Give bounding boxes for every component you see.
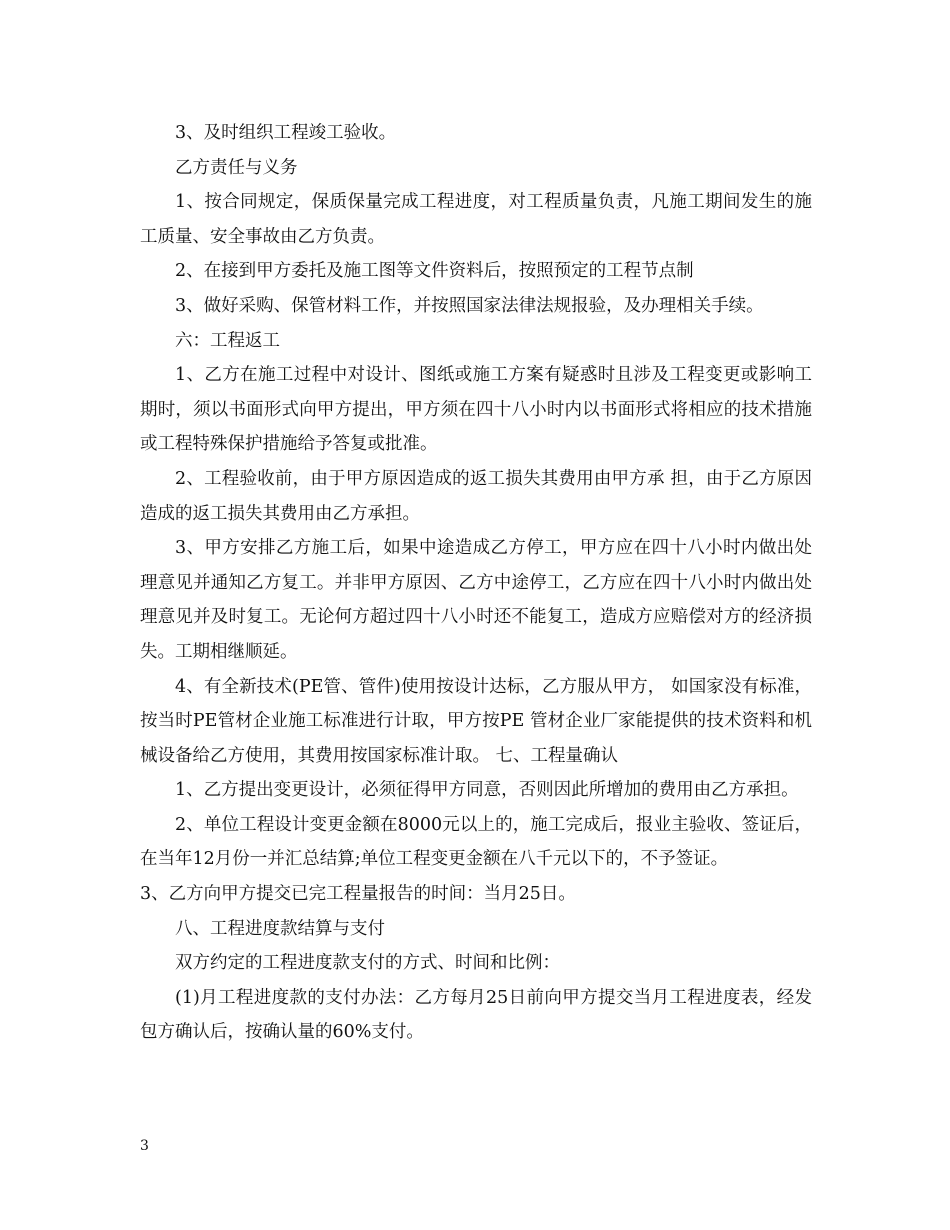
paragraph: 1、乙方在施工过程中对设计、图纸或施工方案有疑惑时且涉及工程变更或影响工期时，须以书面形式向甲方提出，甲方须在四十八小时内以书面形式将相应的技术措施或工程特殊保护措施给予答复或批准。 (140, 365, 812, 455)
paragraph: 3、做好采购、保管材料工作，并按照国家法律法规报验，及办理相关手续。 (175, 295, 764, 316)
paragraph: 1、按合同规定，保质保量完成工程进度，对工程质量负责，凡施工期间发生的施工质量、安全事故由乙方负责。 (140, 192, 812, 247)
document-body (140, 116, 812, 1050)
paragraph: 2、在接到甲方委托及施工图等文件资料后，按照预定的工程节点制 (175, 261, 694, 282)
paragraph: 3、甲方安排乙方施工后，如果中途造成乙方停工，甲方应在四十八小时内做出处理意见并通知乙方复工。并非甲方原因、乙方中途停工，乙方应在四十八小时内做出处理意见并及时复工。无论何方超过四十八小时还不能复工，造成方应赔偿对方的经济损失。工期相继顺延。 (140, 538, 812, 662)
section-heading: 乙方责任与义务 (175, 157, 298, 178)
paragraph: 1、乙方提出变更设计，必须征得甲方同意，否则因此所增加的费用由乙方承担。 (175, 780, 799, 801)
paragraph: (1)月工程进度款的支付办法：乙方每月25日前向甲方提交当月工程进度表，经发包方确认后，按确认量的60%支付。 (140, 987, 812, 1043)
page-number: 3 (140, 1138, 149, 1154)
paragraph: 2、工程验收前，由于甲方原因造成的返工损失其费用由甲方承 担，由于乙方原因造成的返工损失其费用由乙方承担。 (140, 468, 812, 524)
paragraph: 4、有全新技术(PE管、管件)使用按设计达标，乙方服从甲方， 如国家没有标准，按当时PE管材企业施工标准进行计取，甲方按PE 管材企业厂家能提供的技术资料和机械设备给乙方使用，其费用按国家标准计取。 七、工程量确认 (140, 676, 812, 766)
paragraph: 双方约定的工程进度款支付的方式、时间和比例： (175, 953, 560, 974)
paragraph: 3、及时组织工程竣工验收。 (175, 123, 397, 143)
paragraph: 2、单位工程设计变更金额在8000元以上的，施工完成后，报业主验收、签证后，在当年12月份一并汇总结算;单位工程变更金额在八千元以下的，不予签证。 (140, 814, 812, 870)
section-heading: 六：工程返工 (175, 330, 280, 351)
section-heading: 八、工程进度款结算与支付 (175, 918, 385, 939)
paragraph: 3、乙方向甲方提交已完工程量报告的时间：当月25日。 (140, 884, 576, 905)
